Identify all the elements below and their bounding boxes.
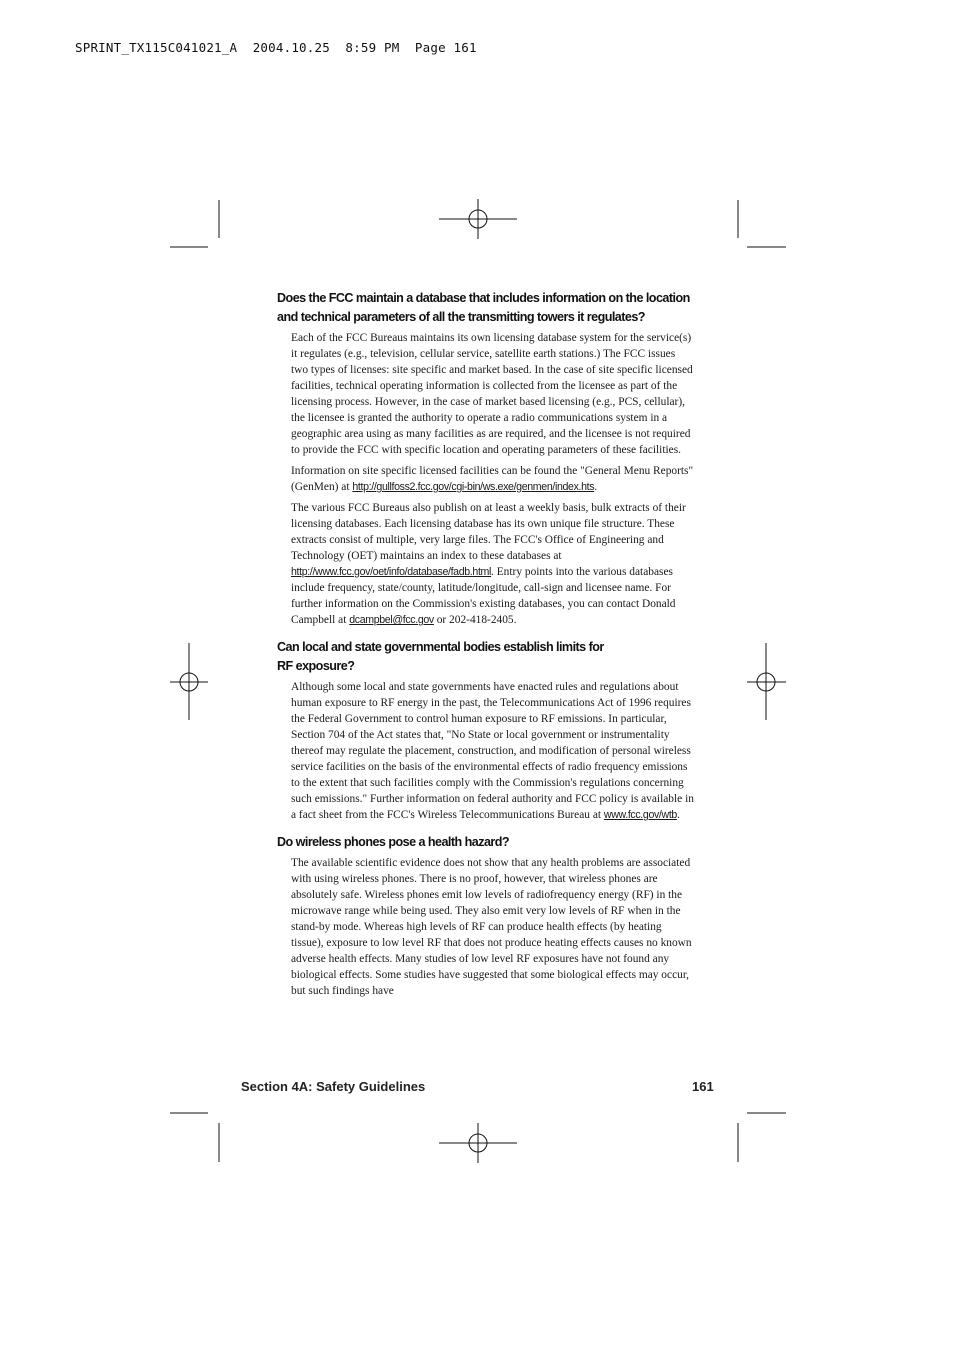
oet-database-link[interactable]: http://www.fcc.gov/oet/info/database/fadb.html [291,566,492,578]
genmen-text: Information on site specific licensed facilities can be found the "General Menu Reports" (GenMen) at [291,465,694,493]
question-heading-health-hazard: Do wireless phones pose a health hazard? [277,835,510,849]
bulk-extracts-end: or 202-418-2405. [433,614,517,626]
paragraph-bulk-extracts [291,500,695,628]
page-content [277,289,697,1004]
email-link[interactable]: dcampbel@fcc.gov [349,614,434,626]
wtb-link[interactable]: www.fcc.gov/wtb [603,809,677,821]
paragraph-health-evidence: The available scientific evidence does not show that any health problems are associated with using wireless phones. There is no proof, however, that wireless phones are absolutely safe. Wireless phones emit low levels of radiofrequency energy (RF) in the microwave range while being used. They also emit very low levels of RF when in the stand-by mode. Whereas high levels of RF can produce health effects (by heating tissue), exposure to low level RF that does not produce heating effects causes no known adverse health effects. Many studies of low level RF exposures have not found any biological effects. Some studies have suggested that some biological effects may occur, but such findings have [291,857,692,997]
paragraph-telecom-act [291,679,695,823]
print-slug: SPRINT_TX115C041021_A 2004.10.25 8:59 PM Page 161 [75,40,477,55]
paragraph-licensing-databases: Each of the FCC Bureaus maintains its own licensing database system for the service(s) it regulates (e.g., television, cellular service, satellite earth stations.) The FCC issues two types of licenses: site specific and market based. In the case of site specific licensed facilities, technical operating information is collected from the licensee as part of the licensing process. However, in the case of market based licensing (e.g., PCS, cellular), the licensee is granted the authority to operate a radio communications system in a geographic area using as many facilities as are required, and the licensee is not required to provide the FCC with specific location and operating parameters of these facilities. [291,332,693,456]
registration-mark-left [170,643,208,720]
question-heading-local-state-limits [277,638,697,676]
genmen-link[interactable]: http://gullfoss2.fcc.gov/cgi-bin/ws.exe/genmen/index.hts [352,481,595,493]
registration-mark-top [439,199,517,239]
paragraph-genmen-info [291,463,695,495]
telecom-act-end: . [676,809,680,821]
question-line-1: Can local and state governmental bodies establish limits for [277,640,604,654]
registration-mark-right [747,643,786,720]
genmen-text-end: . [594,481,598,493]
question-heading-fcc-database: Does the FCC maintain a database that includes information on the location and technical parameters of all the transmitting towers it regulates? [277,291,690,324]
telecom-act-text: Although some local and state governments have enacted rules and regulations about human exposure to RF energy in the past, the Telecommunications Act of 1996 requires the Federal Government to control human exposure to RF emissions. In particular, Section 704 of the Act states that, "No State or local government or instrumentality thereof may regulate the placement, construction, and modification of personal wireless service facilities on the basis of the environmental effects of radio frequency emissions to the extent that such facilities comply with the Commission's regulations concerning such emissions." Further information on federal authority and FCC policy is available in a fact sheet from the FCC's Wireless Telecommunications Bureau at [291,681,694,821]
question-line-2: RF exposure? [277,659,355,673]
bulk-extracts-middle: . Entry points into the various databases include frequency, state/county, latitude/longitude, call-sign and licensee name. For further information on the Commission's existing databases, you can contact Donald Campbell at [291,566,676,626]
footer-section-title: Section 4A: Safety Guidelines [241,1079,426,1094]
bulk-extracts-text: The various FCC Bureaus also publish on at least a weekly basis, bulk extracts of their licensing databases. Each licensing database has its own unique file structure. These extracts consist of multiple, very large files. The FCC's Office of Engineering and Technology (OET) maintains an index to these databases at [291,502,686,562]
footer-page-number: 161 [692,1079,714,1094]
registration-mark-bottom [439,1123,517,1163]
